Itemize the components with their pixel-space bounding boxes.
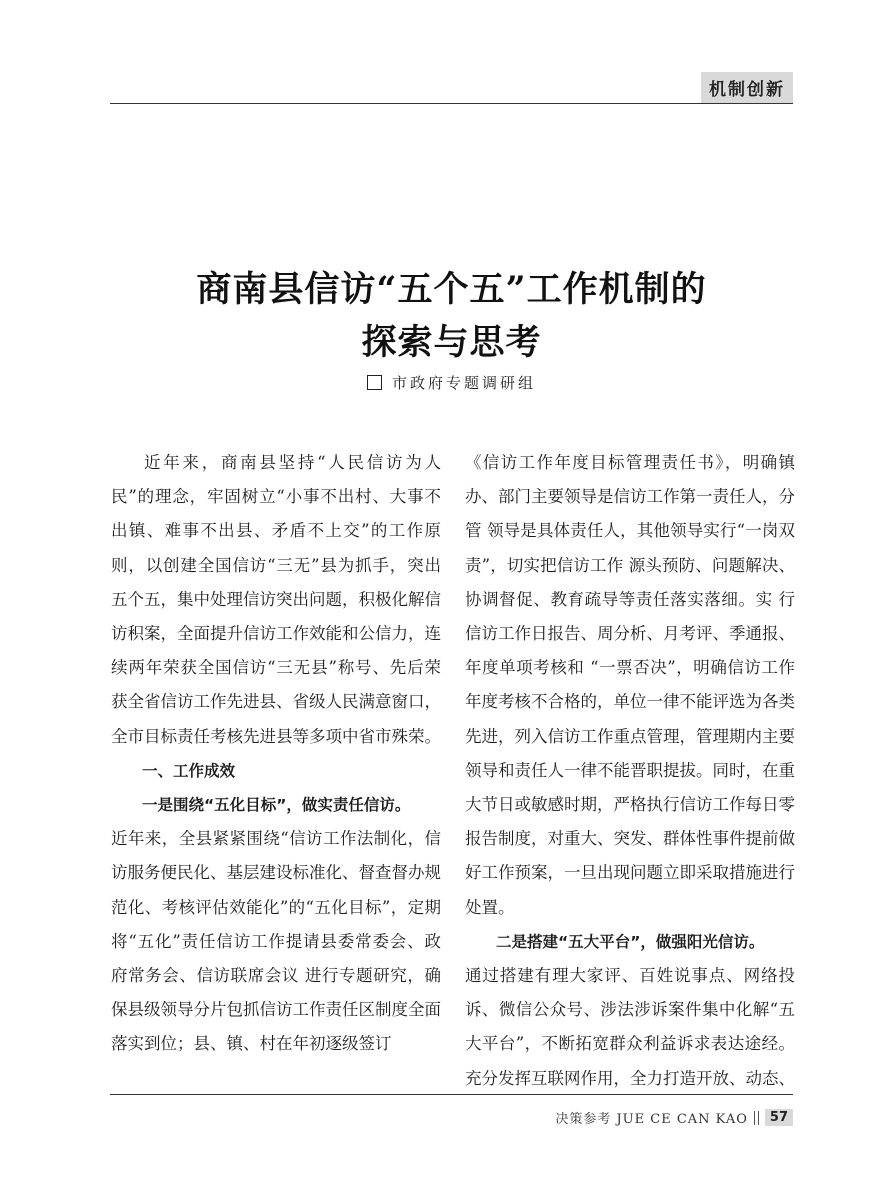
article-title-line-2: 探索与思考 <box>361 322 542 363</box>
byline <box>110 372 793 393</box>
paragraph: 近年来，商南县坚持“人民信访为人民”的理念，牢固树立“小事不出村、大事不出镇、难事不出县、矛盾不上交”的工作原则，以创建全国信访“三无”县为抓手，突出五个五，集中处理信访突出问题，积极化解信访积案，全面提升信访工作效能和公信力，连续两年荣获全国信访“三无县”称号、先后荣获全省信访工作先进县、省级人民满意窗口，全市目标责任考核先进县等多项中省市殊荣。 <box>111 453 441 746</box>
footer-separator <box>754 1111 759 1125</box>
article-title-line-1: 商南县信访“五个五”工作机制的 <box>196 269 707 310</box>
header-rule <box>110 103 793 104</box>
square-bullet-icon <box>367 375 382 390</box>
paragraph: 近年来，全县紧紧围绕“信访工作法制化，信访服务便民化、基层建设标准化、督查督办规范化、考核评估效能化”的“五化目标”，定期将“五化”责任信访工作提请县委常委会、政府常务会、信访联席会议 进行专题研究，确保县级领导分片包抓信访工作责任区制度全面落实到位；县、镇、村在年初逐级签订 <box>111 829 441 1054</box>
byline-author: 市政府专题调研组 <box>391 374 536 392</box>
journal-name: 决策参考 JUE CE CAN KAO <box>555 1112 748 1127</box>
footer-rule <box>110 1094 793 1095</box>
page-footer <box>555 1108 793 1127</box>
paragraph: 《信访工作年度目标管理责任书》，明确镇办、部门主要领导是信访工作第一责任人，分管 领导是具体责任人，其他领导实行“一岗双责”，切实把信访工作 源头预防、问题解决、协调督促、教育疏导等责任落实落细。实 行信访工作日报告、周分析、月考评、季通报、年度单项考核和 “一票否决”，明确信访工作年度考核不合格的，单位一律不能评选为各类先进，列入信访工作重点管理，管理期内主要领导和责任人一律不能晋职提拔。同时，在重大节日或敏感时期，严格执行信访工作每日零报告制度，对重大、突发、群体性事件提前做好工作预案，一旦出现问题立即采取措施进行处置。 <box>465 453 795 917</box>
right-column <box>465 446 795 1096</box>
subsection-lead: 二是搭建“五大平台”，做强阳光信访。 <box>496 932 765 951</box>
section-tag: 机制创新 <box>701 72 793 103</box>
paragraph: 通过搭建有理大家评、百姓说事点、网络投诉、微信公众号、涉法涉诉案件集中化解“五大平台”，不断拓宽群众利益诉求表达途经。充分发挥互联网作用，全力打造开放、动态、 <box>465 966 795 1088</box>
left-column <box>111 446 441 1062</box>
section-heading: 一、工作成效 <box>142 761 236 780</box>
subsection-lead: 一是围绕“五化目标”，做实责任信访。 <box>142 796 411 815</box>
page-number: 57 <box>765 1109 793 1126</box>
